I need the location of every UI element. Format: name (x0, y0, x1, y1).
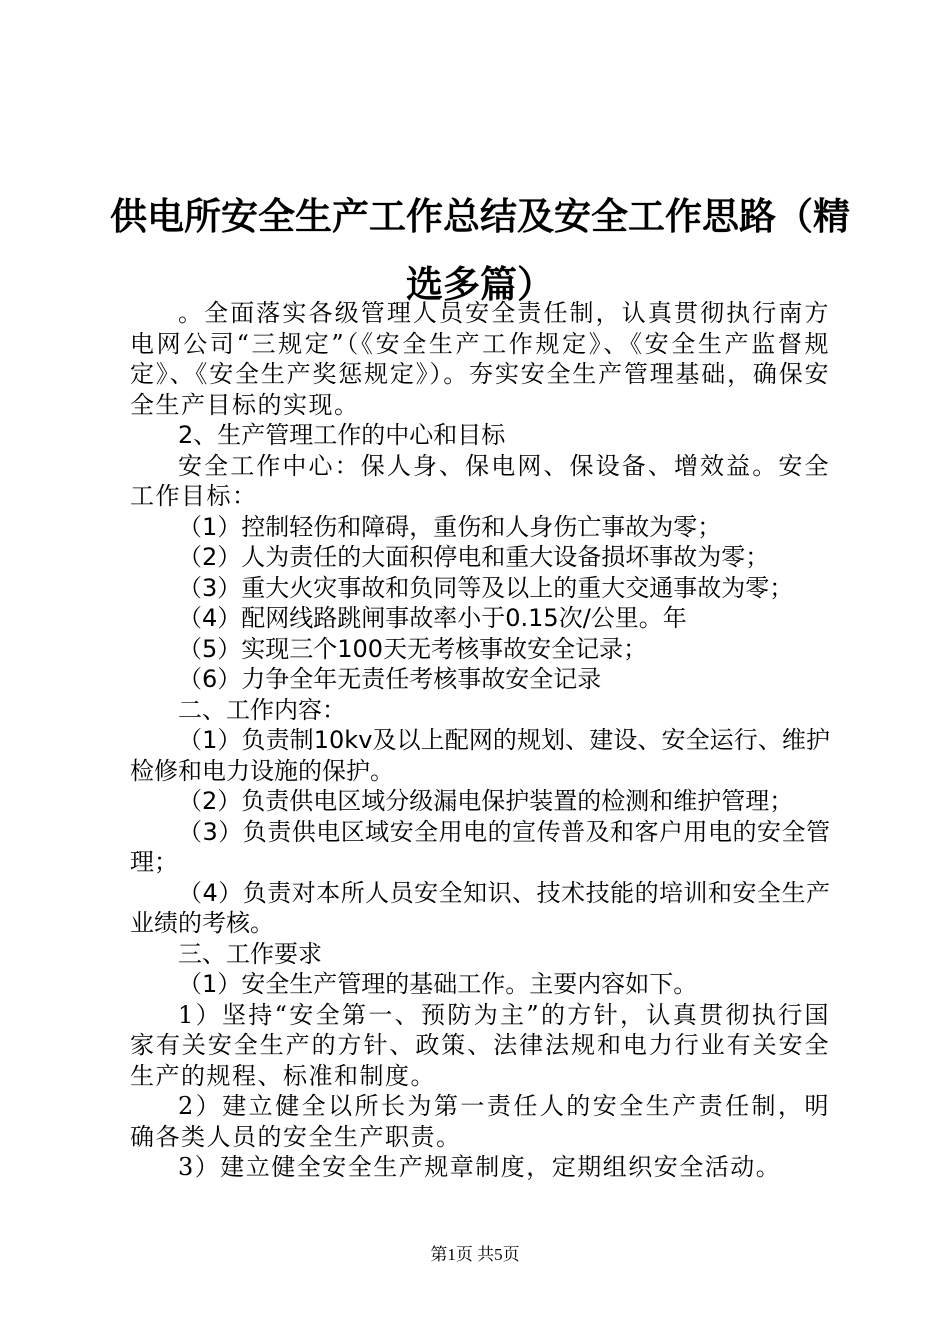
paragraph: 3）建立健全安全生产规章制度，定期组织安全活动。 (178, 1153, 782, 1181)
list-item: （3）负责供电区域安全用电的宣传普及和客户用电的安全管理； (130, 817, 830, 876)
section-heading: 2、生产管理工作的中心和目标 (178, 421, 506, 449)
section-heading: 三、工作要求 (178, 939, 322, 968)
paragraph: 安全工作中心：保人身、保电网、保设备、增效益。安全工作目标： (130, 451, 830, 510)
list-item: （5）实现三个100天无考核事故安全记录； (178, 634, 648, 663)
page-footer: 第1页 共5页 (430, 1245, 520, 1264)
list-item: （4）配网线路跳闸事故率小于0.15次/公里。年 (178, 604, 687, 632)
list-item: （1）控制轻伤和障碍，重伤和人身伤亡事故为零； (178, 512, 722, 541)
document-body (130, 298, 830, 1183)
list-item: （2）负责供电区域分级漏电保护装置的检测和维护管理； (178, 787, 794, 815)
list-item: （2）人为责任的大面积停电和重大设备损坏事故为零； (178, 543, 770, 571)
list-item: （3）重大火灾事故和负同等及以上的重大交通事故为零； (178, 573, 794, 602)
paragraph: 1）坚持“安全第一、预防为主”的方针，认真贯彻执行国家有关安全生产的方针、政策、法律法规和电力行业有关安全生产的规程、标准和制度。 (130, 1000, 830, 1090)
list-item: （4）负责对本所人员安全知识、技术技能的培训和安全生产业绩的考核。 (130, 878, 830, 937)
document-title: 供电所安全生产工作总结及安全工作思路（精选多篇） (110, 194, 850, 306)
list-item: （1）安全生产管理的基础工作。主要内容如下。 (178, 970, 698, 998)
paragraph: 。全面落实各级管理人员安全责任制，认真贯彻执行南方电网公司“三规定”（《安全生产工作规定》、《安全生产监督规定》、《安全生产奖惩规定》）。夯实安全生产管理基础，确保安全生产目标的实现。 (130, 299, 830, 419)
paragraph: 2）建立健全以所长为第一责任人的安全生产责任制，明确各类人员的安全生产职责。 (130, 1092, 830, 1151)
section-heading: 二、工作内容： (178, 695, 346, 724)
list-item: （6）力争全年无责任考核事故安全记录 (178, 665, 602, 693)
list-item: （1）负责制10kv及以上配网的规划、建设、安全运行、维护检修和电力设施的保护。 (130, 726, 830, 785)
